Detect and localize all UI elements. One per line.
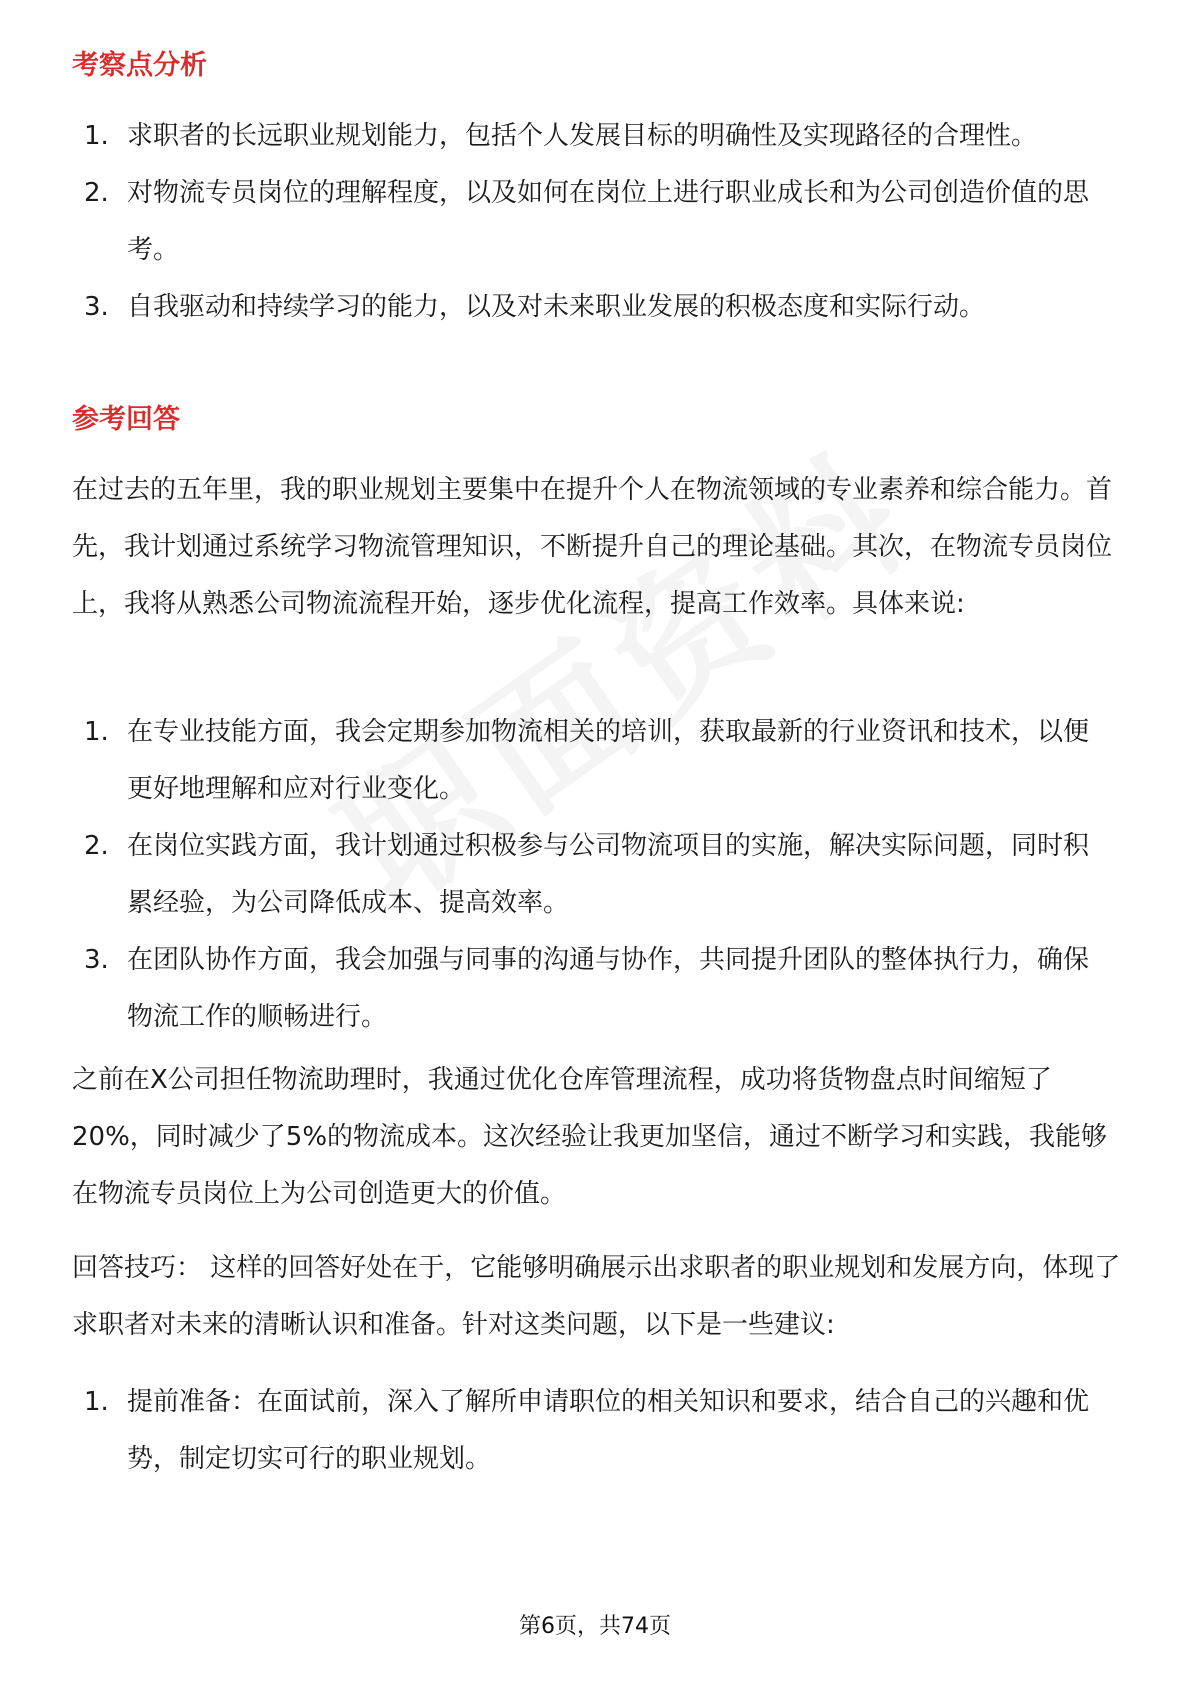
list-number: 2. xyxy=(84,831,109,861)
list-item xyxy=(72,279,1112,336)
list-item-text: 求职者的长远职业规划能力，包括个人发展目标的明确性及实现路径的合理性。 xyxy=(127,121,1038,151)
list-number: 1. xyxy=(84,717,109,747)
list-item xyxy=(72,108,1112,165)
list-number: 3. xyxy=(84,945,109,975)
list-item-text: 自我驱动和持续学习的能力，以及对未来职业发展的积极态度和实际行动。 xyxy=(127,292,986,322)
answer-list xyxy=(72,704,1112,1046)
experience-paragraph: 之前在X公司担任物流助理时，我通过优化仓库管理流程，成功将货物盘点时间缩短了20%，同时减少了5%的物流成本。这次经验让我更加坚信，通过不断学习和实践，我能够在物流专员岗位上为公司创造更大的价值。 xyxy=(72,1065,1108,1209)
list-item xyxy=(72,818,1112,932)
section-title-answer: 参考回答 xyxy=(72,404,180,435)
list-number: 1. xyxy=(84,1387,109,1417)
list-item-text: 在专业技能方面，我会定期参加物流相关的培训，获取最新的行业资讯和技术，以便更好地理解和应对行业变化。 xyxy=(127,717,1090,804)
section-title-analysis: 考察点分析 xyxy=(72,50,207,81)
tips-list xyxy=(72,1374,1112,1488)
list-item-text: 在岗位实践方面，我计划通过积极参与公司物流项目的实施，解决实际问题，同时积累经验，为公司降低成本、提高效率。 xyxy=(127,831,1090,918)
list-number: 1. xyxy=(84,121,109,151)
list-number: 3. xyxy=(84,292,109,322)
analysis-list xyxy=(72,108,1112,336)
list-item xyxy=(72,1374,1112,1488)
page-number: 第6页，共74页 xyxy=(519,1614,671,1639)
answer-intro: 在过去的五年里，我的职业规划主要集中在提升个人在物流领域的专业素养和综合能力。首先，我计划通过系统学习物流管理知识，不断提升自己的理论基础。其次，在物流专员岗位上，我将从熟悉公司物流流程开始，逐步优化流程，提高工作效率。具体来说: xyxy=(72,475,1113,619)
list-item-text: 对物流专员岗位的理解程度，以及如何在岗位上进行职业成长和为公司创造价值的思考。 xyxy=(127,178,1090,265)
list-item xyxy=(72,932,1112,1046)
list-item xyxy=(72,704,1112,818)
list-number: 2. xyxy=(84,178,109,208)
list-item-text: 在团队协作方面，我会加强与同事的沟通与协作，共同提升团队的整体执行力，确保物流工作的顺畅进行。 xyxy=(127,945,1090,1032)
list-item-text: 提前准备：在面试前，深入了解所申请职位的相关知识和要求，结合自己的兴趣和优势，制定切实可行的职业规划。 xyxy=(127,1387,1090,1474)
list-item xyxy=(72,165,1112,279)
tips-intro: 回答技巧： 这样的回答好处在于，它能够明确展示出求职者的职业规划和发展方向，体现了求职者对未来的清晰认识和准备。针对这类问题，以下是一些建议: xyxy=(72,1253,1121,1340)
